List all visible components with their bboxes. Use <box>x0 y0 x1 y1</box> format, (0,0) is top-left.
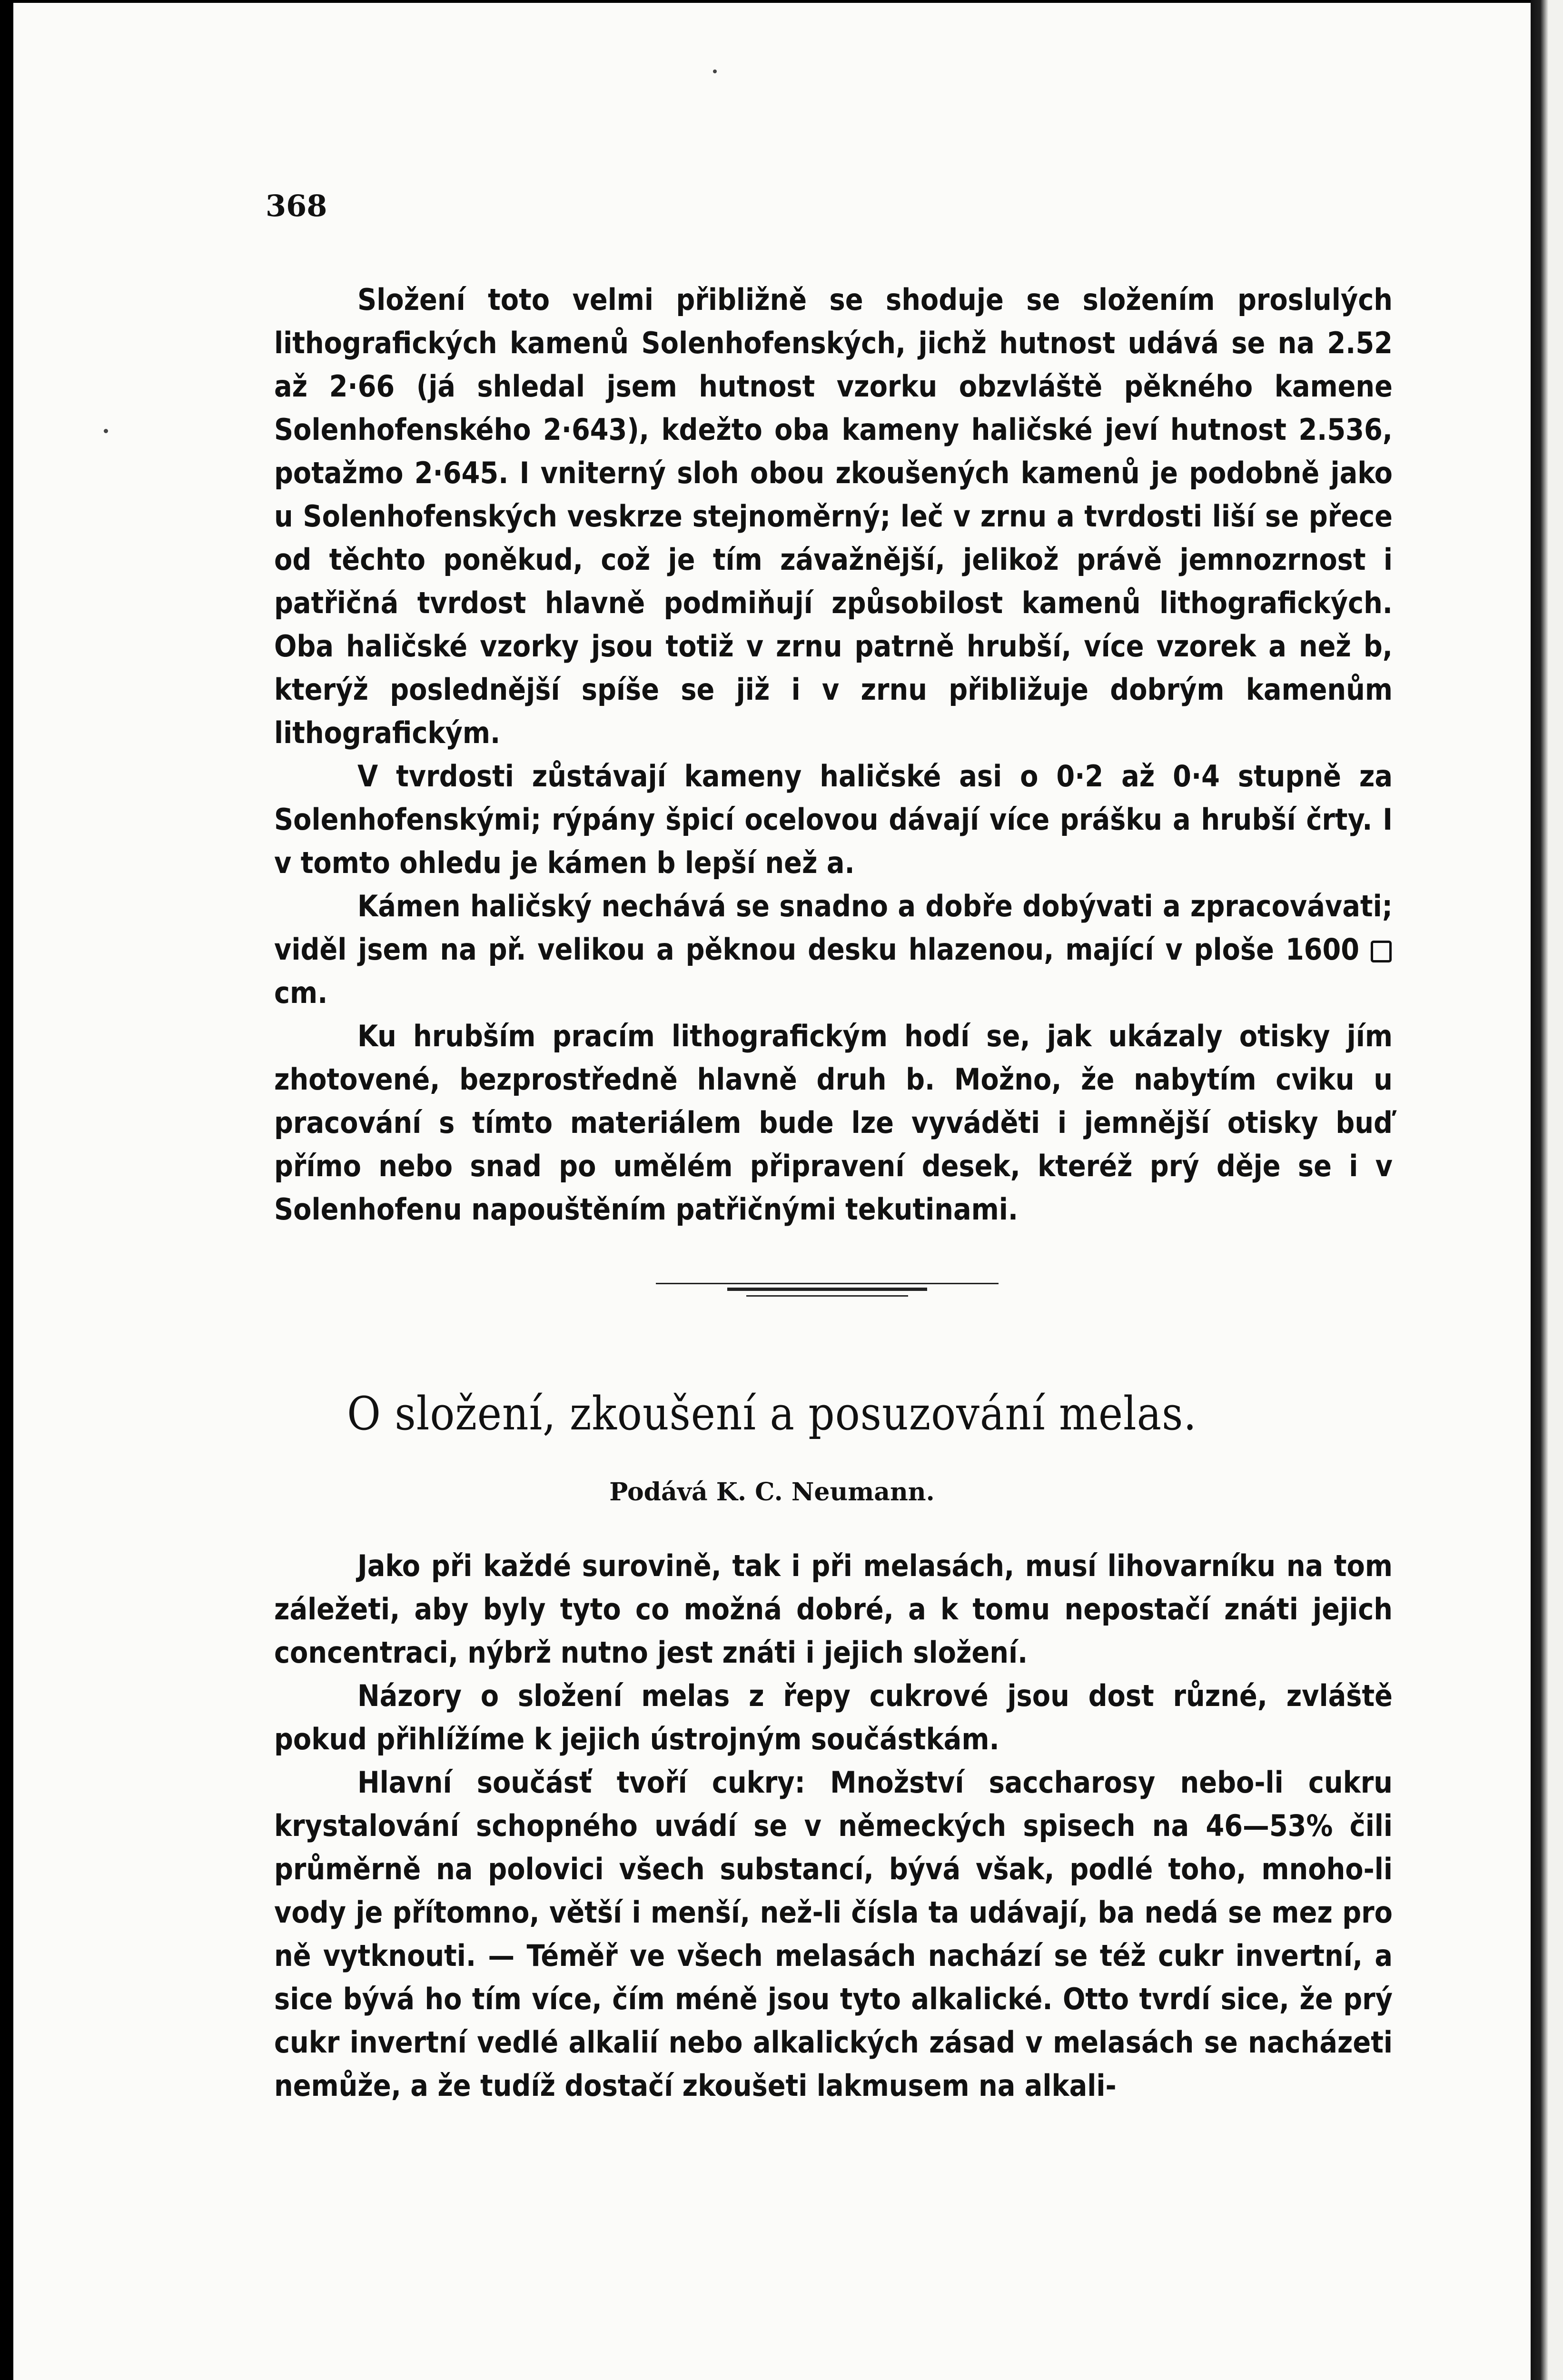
paragraph: Hlavní součásť tvoří cukry: Množství saccharosy nebo-li cukru krystalování schopného uvádí se v německých spisech na 46—53% čili průměrně na polovici všech substancí, bývá však, podlé toho, mnoho-li vody je přítomno, větší i menší, než-li čísla ta udávají, ba nedá se mez pro ně vytknouti. — Téměř ve všech melasách nachází se též cukr invertní, a sice bývá ho tím více, čím méně jsou tyto alkalické. Otto tvrdí sice, že prý cukr invertní vedlé alkalií nebo alkalických zásad v melasách se nacházeti nemůže, a že tudíž dostačí zkoušeti lakmusem na alkali- <box>274 1765 1393 2103</box>
paragraph: Názory o složení melas z řepy cukrové jsou dost různé, zvláště pokud přihlížíme k jejich ústrojným součástkám. <box>274 1678 1393 1756</box>
article-body-lithographic-stones <box>274 278 1393 1231</box>
paragraph: Jako při každé surovině, tak i při melasách, musí lihovarníku na tom záležeti, aby byly tyto co možná dobré, a k tomu nepostačí znáti jejich concentraci, nýbrž nutno jest znáti i jejich složení. <box>274 1548 1393 1670</box>
book-page-edge <box>1531 0 1563 2380</box>
unit-suffix: cm. <box>274 975 328 1010</box>
paragraph <box>274 884 1393 1014</box>
article-body-molasses <box>274 1544 1393 2107</box>
divider-rule <box>727 1288 927 1291</box>
article-byline: Podává K. C. Neumann. <box>609 1478 935 1507</box>
book-page <box>13 3 1531 2380</box>
paragraph: Složení toto velmi přibližně se shoduje se složením proslulých lithografických kamenů Solenhofenských, jichž hutnost udává se na 2.52 až 2·66 (já shledal jsem hutnost vzorku obzvláště pěkného kamene Solenhofenského 2·643), kdežto oba kameny haličské jeví hutnost 2.536, potažmo 2·645. I vniterný sloh obou zkoušených kamenů je podobně jako u Solenhofenských veskrze stejnoměrný; leč v zrnu a tvrdosti liší se přece od těchto poněkud, což je tím závažnější, jelikož právě jemnozrnost i patřičná tvrdost hlavně podmiňují způsobilost kamenů lithografických. Oba haličské vzorky jsou totiž v zrnu patrně hrubší, více vzorek a než b, kterýž poslednější spíše se již i v zrnu přibližuje dobrým kamenům lithografickým. <box>274 282 1393 750</box>
square-unit-icon <box>1371 941 1392 962</box>
paragraph-text: Kámen haličský nechává se snadno a dobře dobývati a zpracovávati; viděl jsem na př. velikou a pěknou desku hlazenou, mající v ploše 1600 <box>274 889 1393 967</box>
page-number: 368 <box>266 188 327 223</box>
print-speck <box>713 69 717 73</box>
article-title: O složení, zkoušení a posuzování melas. <box>347 1387 1197 1440</box>
divider-rule <box>746 1295 908 1297</box>
paragraph: V tvrdosti zůstávají kameny haličské asi o 0·2 až 0·4 stupně za Solenhofenskými; rýpány špicí ocelovou dávají více prášku a hrubší črty. I v tomto ohledu je kámen b lepší než a. <box>274 759 1393 880</box>
paragraph: Ku hrubším pracím lithografickým hodí se, jak ukázaly otisky jím zhotovené, bezprostředně hlavně druh b. Možno, že nabytím cviku u pracování s tímto materiálem bude lze vyváděti i jemnější otisky buď přímo nebo snad po umělém připravení desek, kteréž prý děje se i v Solenhofenu napouštěním patřičnými tekutinami. <box>274 1019 1393 1227</box>
print-speck <box>104 429 108 433</box>
section-divider <box>656 1280 999 1304</box>
divider-rule <box>656 1283 999 1284</box>
